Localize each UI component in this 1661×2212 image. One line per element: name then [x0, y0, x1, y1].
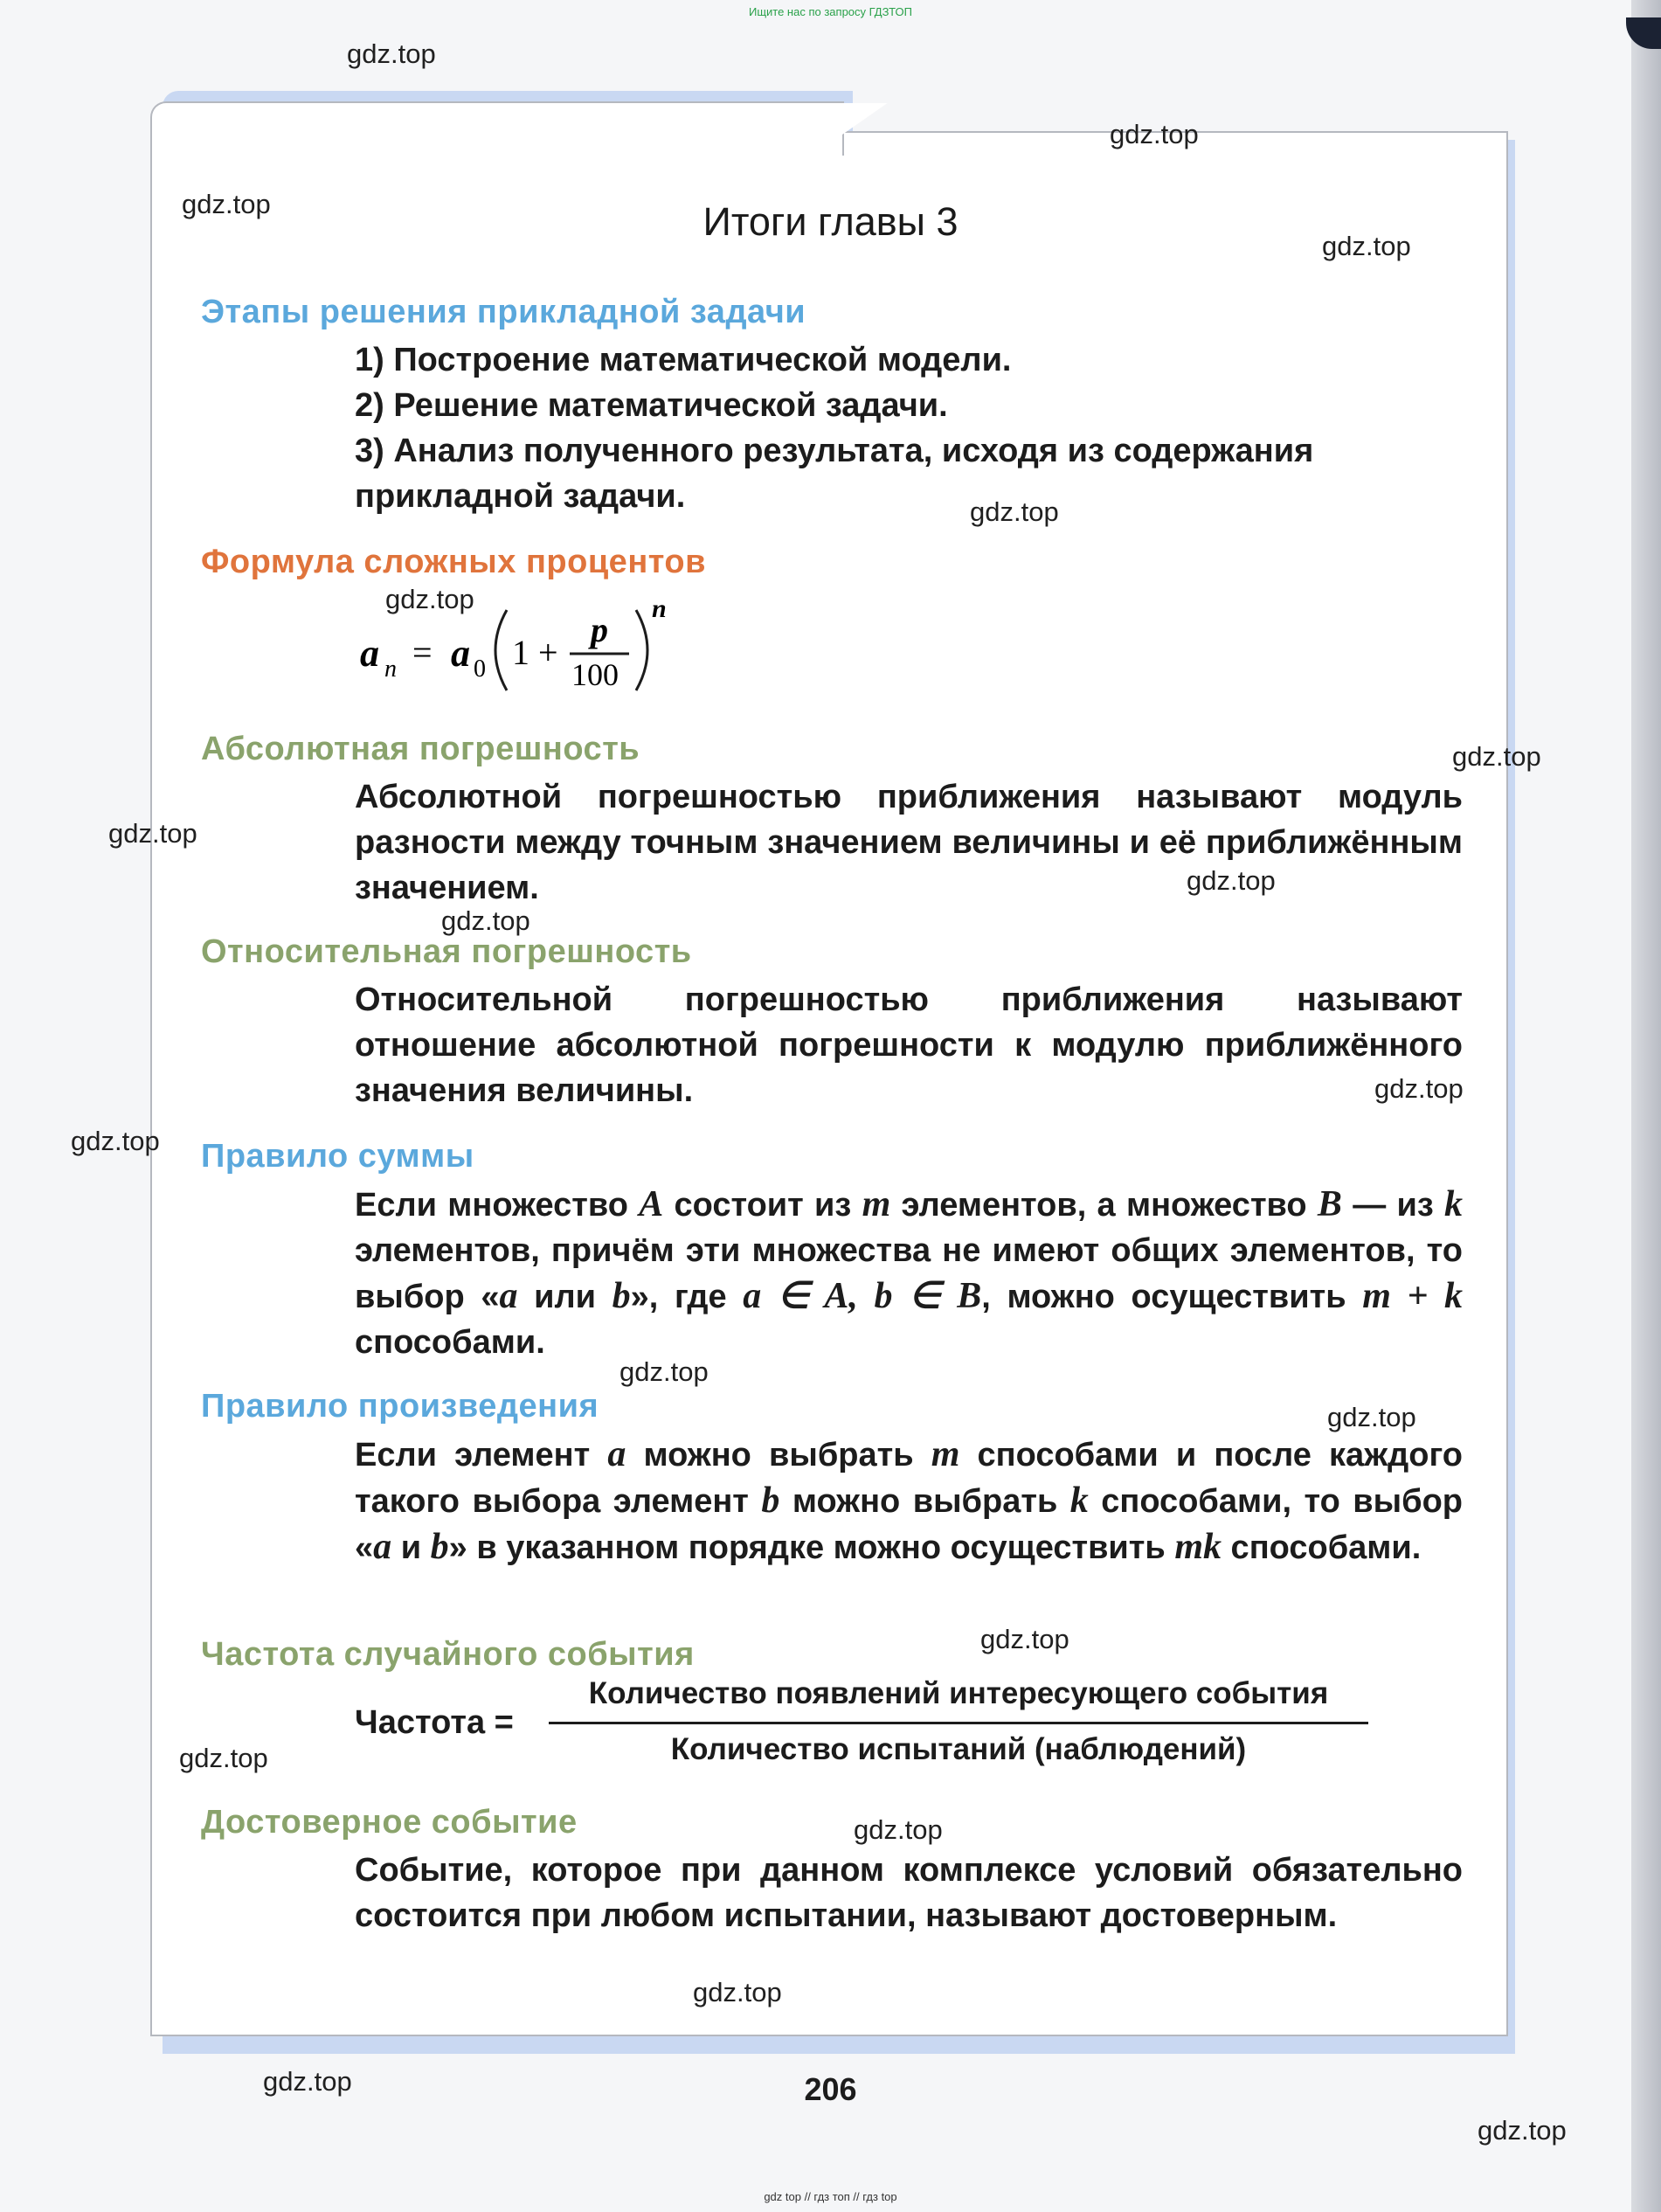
formula-one-plus: 1 + — [512, 633, 558, 672]
frequency-fraction-bar — [549, 1722, 1368, 1724]
watermark: gdz.top — [1110, 119, 1199, 149]
formula-an: a — [360, 632, 379, 675]
formula-a0: a — [451, 632, 470, 675]
watermark: gdz.top — [179, 1743, 268, 1773]
watermark: gdz.top — [71, 1126, 160, 1156]
formula-power: n — [652, 598, 667, 623]
watermark: gdz.top — [1322, 231, 1411, 261]
frequency-lhs: Частота = — [355, 1704, 514, 1741]
page-number: 206 — [804, 2071, 857, 2107]
formula-left-paren — [495, 610, 507, 690]
watermark: gdz.top — [1452, 741, 1541, 772]
watermark: gdz.top — [693, 1977, 782, 2007]
watermark: gdz.top — [980, 1624, 1069, 1654]
formula-right-paren — [636, 610, 647, 690]
frequency-denominator: Количество испытаний (наблюдений) — [670, 1732, 1247, 1766]
watermark: gdz.top — [347, 38, 436, 69]
page-edge — [1631, 0, 1661, 2212]
product-rule-text: Если элемент a можно выбрать m способами и после каждого такого выбора элемент b можно выбрать k способами, то выбор «a и b» в указанном порядке можно осуществить mk способами. — [355, 1434, 1463, 1567]
absolute-heading: Абсолютная погрешность — [201, 731, 640, 767]
watermark: gdz.top — [619, 1356, 709, 1387]
certain-heading: Достоверное событие — [201, 1804, 578, 1841]
watermark: gdz.top — [1478, 2115, 1567, 2146]
absolute-text: Абсолютной погрешностью приближения называют модуль разности между точным значением величины и её приближённым значением. — [355, 779, 1463, 906]
stage-item: 2) Решение математической задачи. — [355, 387, 948, 424]
watermark: gdz.top — [108, 818, 197, 849]
watermark: gdz.top — [1327, 1402, 1416, 1432]
sum-rule-heading: Правило суммы — [201, 1138, 474, 1175]
relative-text: Относительной погрешностью приближения называют отношение абсолютной погрешности к модулю приближённого значения величины. — [355, 981, 1463, 1109]
page-title: Итоги главы 3 — [702, 199, 959, 244]
card-tab-slope — [813, 103, 888, 156]
bottom-note: gdz top // гдз топ // гдз top — [764, 2190, 897, 2203]
formula-a0-sub: 0 — [474, 655, 486, 683]
watermark: gdz.top — [385, 584, 474, 614]
watermark: gdz.top — [970, 496, 1059, 527]
formula-eq: = — [412, 633, 433, 672]
relative-heading: Относительная погрешность — [201, 933, 692, 970]
sum-rule-text: Если множество A состоит из m элементов, а множество B — из k элементов, причём эти множества не имеют общих элементов, то выбор «a или b», где a ∈ A, b ∈ B, можно осуществить m + k способами. — [355, 1184, 1464, 1361]
formula-an-sub: n — [384, 655, 397, 683]
watermark: gdz.top — [1187, 865, 1276, 896]
stage-item: прикладной задачи. — [355, 478, 686, 515]
watermark: gdz.top — [1374, 1073, 1464, 1104]
product-rule-heading: Правило произведения — [201, 1388, 599, 1425]
watermark: gdz.top — [182, 189, 271, 219]
watermark: gdz.top — [854, 1814, 943, 1845]
frequency-heading: Частота случайного события — [201, 1636, 695, 1673]
formula-den: 100 — [571, 657, 619, 692]
stages-heading: Этапы решения прикладной задачи — [201, 294, 806, 330]
stage-item: 1) Построение математической модели. — [355, 342, 1012, 378]
frequency-formula — [355, 1676, 1368, 1781]
watermark: gdz.top — [263, 2066, 352, 2097]
certain-text: Событие, которое при данном комплексе условий обязательно состоится при любом испытании, называют достоверным. — [355, 1852, 1463, 1934]
formula-num: p — [591, 610, 608, 649]
card-tab — [150, 101, 844, 156]
watermark: gdz.top — [441, 905, 530, 936]
compound-heading: Формула сложных процентов — [201, 544, 706, 580]
frequency-numerator: Количество появлений интересующего события — [588, 1676, 1329, 1710]
top-note: Ищите нас по запросу ГДЗТОП — [748, 5, 912, 18]
stage-item: 3) Анализ полученного результата, исходя из содержания — [355, 433, 1314, 469]
